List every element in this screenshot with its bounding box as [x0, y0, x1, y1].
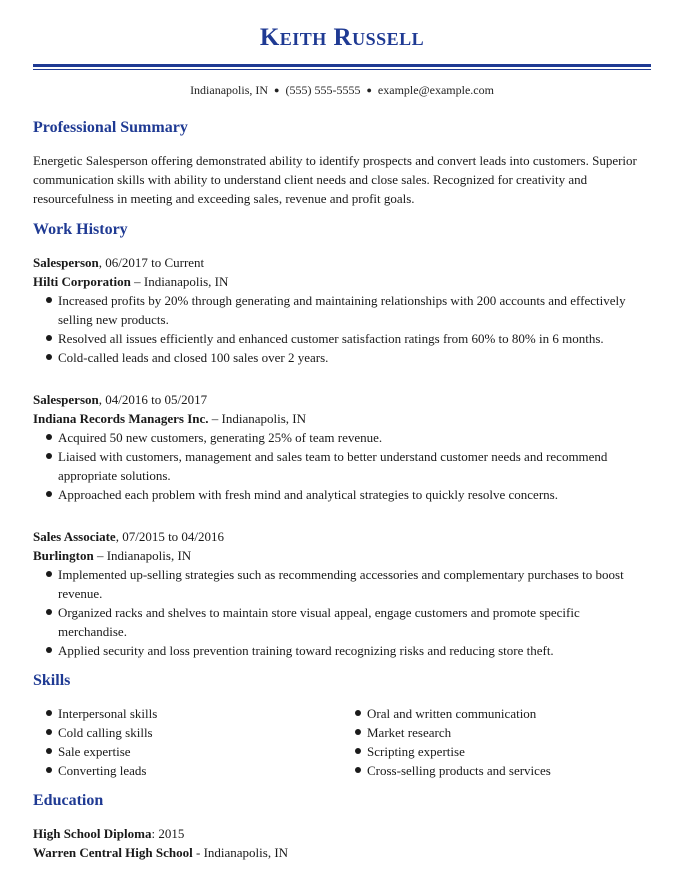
bullet-icon — [355, 729, 361, 735]
bullet-text: Cold-called leads and closed 100 sales over 2 years. — [58, 350, 329, 365]
bullet-icon — [46, 748, 52, 754]
education-school-line — [33, 843, 288, 862]
list-item — [342, 761, 642, 780]
bullet-icon — [46, 609, 52, 615]
job-location: – Indianapolis, IN — [93, 548, 192, 563]
header-rule-thick — [33, 64, 651, 67]
job-company-line — [33, 272, 228, 291]
job-dates: , 07/2015 to 04/2016 — [115, 529, 225, 544]
list-item — [33, 485, 651, 504]
job-company-line — [33, 409, 306, 428]
skill-text: Oral and written communication — [367, 706, 537, 721]
list-item — [33, 348, 651, 367]
job-location: – Indianapolis, IN — [208, 411, 306, 426]
separator-dot-icon: ● — [366, 85, 372, 95]
job-title-line — [33, 253, 204, 272]
bullet-icon — [46, 297, 52, 303]
skills-list-left — [33, 704, 333, 780]
job-title-line — [33, 527, 224, 546]
list-item — [33, 641, 651, 660]
bullet-icon — [46, 729, 52, 735]
contact-email: example@example.com — [377, 83, 494, 97]
list-item — [342, 742, 642, 761]
bullet-text: Liaised with customers, management and sales team to better understand customer needs and recommend appropriate solutions. — [58, 449, 608, 483]
bullet-icon — [46, 767, 52, 773]
bullet-icon — [46, 434, 52, 440]
list-item — [33, 428, 651, 447]
skill-text: Converting leads — [58, 763, 147, 778]
list-item — [33, 447, 651, 485]
work-history-heading: Work History — [33, 221, 128, 238]
bullet-icon — [46, 354, 52, 360]
bullet-icon — [355, 748, 361, 754]
job-role: Sales Associate — [33, 529, 116, 544]
bullet-icon — [46, 571, 52, 577]
job-dates: , 06/2017 to Current — [98, 255, 205, 270]
list-item — [33, 291, 651, 329]
skill-text: Interpersonal skills — [58, 706, 158, 721]
job-company: Indiana Records Managers Inc. — [33, 411, 209, 426]
list-item — [33, 329, 651, 348]
summary-heading: Professional Summary — [33, 119, 188, 136]
bullet-text: Approached each problem with fresh mind and analytical strategies to quickly resolve concerns. — [58, 487, 558, 502]
bullet-text: Organized racks and shelves to maintain store visual appeal, engage customers and promote specific merchandise. — [58, 605, 580, 639]
job-location: – Indianapolis, IN — [130, 274, 229, 289]
separator-dot-icon: ● — [274, 85, 280, 95]
bullet-text: Increased profits by 20% through generating and maintaining relationships with 200 accounts and effectively selling new products. — [58, 293, 626, 327]
bullet-text: Acquired 50 new customers, generating 25% of team revenue. — [58, 430, 383, 445]
job-company: Burlington — [33, 548, 94, 563]
job-bullets — [33, 291, 651, 367]
bullet-text: Resolved all issues efficiently and enhanced customer satisfaction ratings from 60% to 80% in 6 months. — [58, 331, 604, 346]
education-heading: Education — [33, 792, 104, 809]
job-title-line — [33, 390, 207, 409]
education-degree: High School Diploma — [33, 826, 152, 841]
bullet-icon — [46, 491, 52, 497]
list-item — [33, 603, 651, 641]
list-item — [33, 761, 333, 780]
bullet-icon — [46, 453, 52, 459]
job-role: Salesperson — [33, 392, 99, 407]
skill-text: Scripting expertise — [367, 744, 465, 759]
job-bullets — [33, 428, 651, 504]
skill-text: Cross-selling products and services — [367, 763, 551, 778]
candidate-name: Keith Russell — [259, 24, 425, 51]
skill-text: Cold calling skills — [58, 725, 153, 740]
job-role: Salesperson — [33, 255, 99, 270]
job-bullets — [33, 565, 651, 660]
education-year: : 2015 — [151, 826, 185, 841]
skill-text: Market research — [367, 725, 452, 740]
list-item — [33, 565, 651, 603]
contact-line — [0, 83, 684, 98]
summary-text: Energetic Salesperson offering demonstrated ability to identify prospects and convert leads into customers. Superior communication skills with ability to understand client needs and close sales. Recognized for creativity and resourcefulness in meeting and exceeding sales, revenue and profit goals. — [33, 153, 637, 206]
job-dates: , 04/2016 to 05/2017 — [98, 392, 208, 407]
bullet-icon — [46, 710, 52, 716]
education-degree-line — [33, 824, 184, 843]
bullet-text: Implemented up-selling strategies such as recommending accessories and complementary purchases to boost revenue. — [58, 567, 624, 601]
bullet-icon — [355, 710, 361, 716]
education-school: Warren Central High School — [33, 845, 193, 860]
contact-phone: (555) 555-5555 — [285, 83, 361, 97]
bullet-text: Applied security and loss prevention training toward recognizing risks and reducing store theft. — [58, 643, 554, 658]
list-item — [33, 723, 333, 742]
skills-heading: Skills — [33, 672, 71, 689]
education-location: - Indianapolis, IN — [192, 845, 289, 860]
list-item — [33, 704, 333, 723]
contact-location: Indianapolis, IN — [190, 83, 269, 97]
list-item — [33, 742, 333, 761]
job-company-line — [33, 546, 191, 565]
skills-list-right — [342, 704, 642, 780]
bullet-icon — [46, 335, 52, 341]
list-item — [342, 704, 642, 723]
list-item — [342, 723, 642, 742]
bullet-icon — [46, 647, 52, 653]
job-company: Hilti Corporation — [33, 274, 131, 289]
bullet-icon — [355, 767, 361, 773]
header-rule-thin — [33, 69, 651, 70]
skill-text: Sale expertise — [58, 744, 131, 759]
